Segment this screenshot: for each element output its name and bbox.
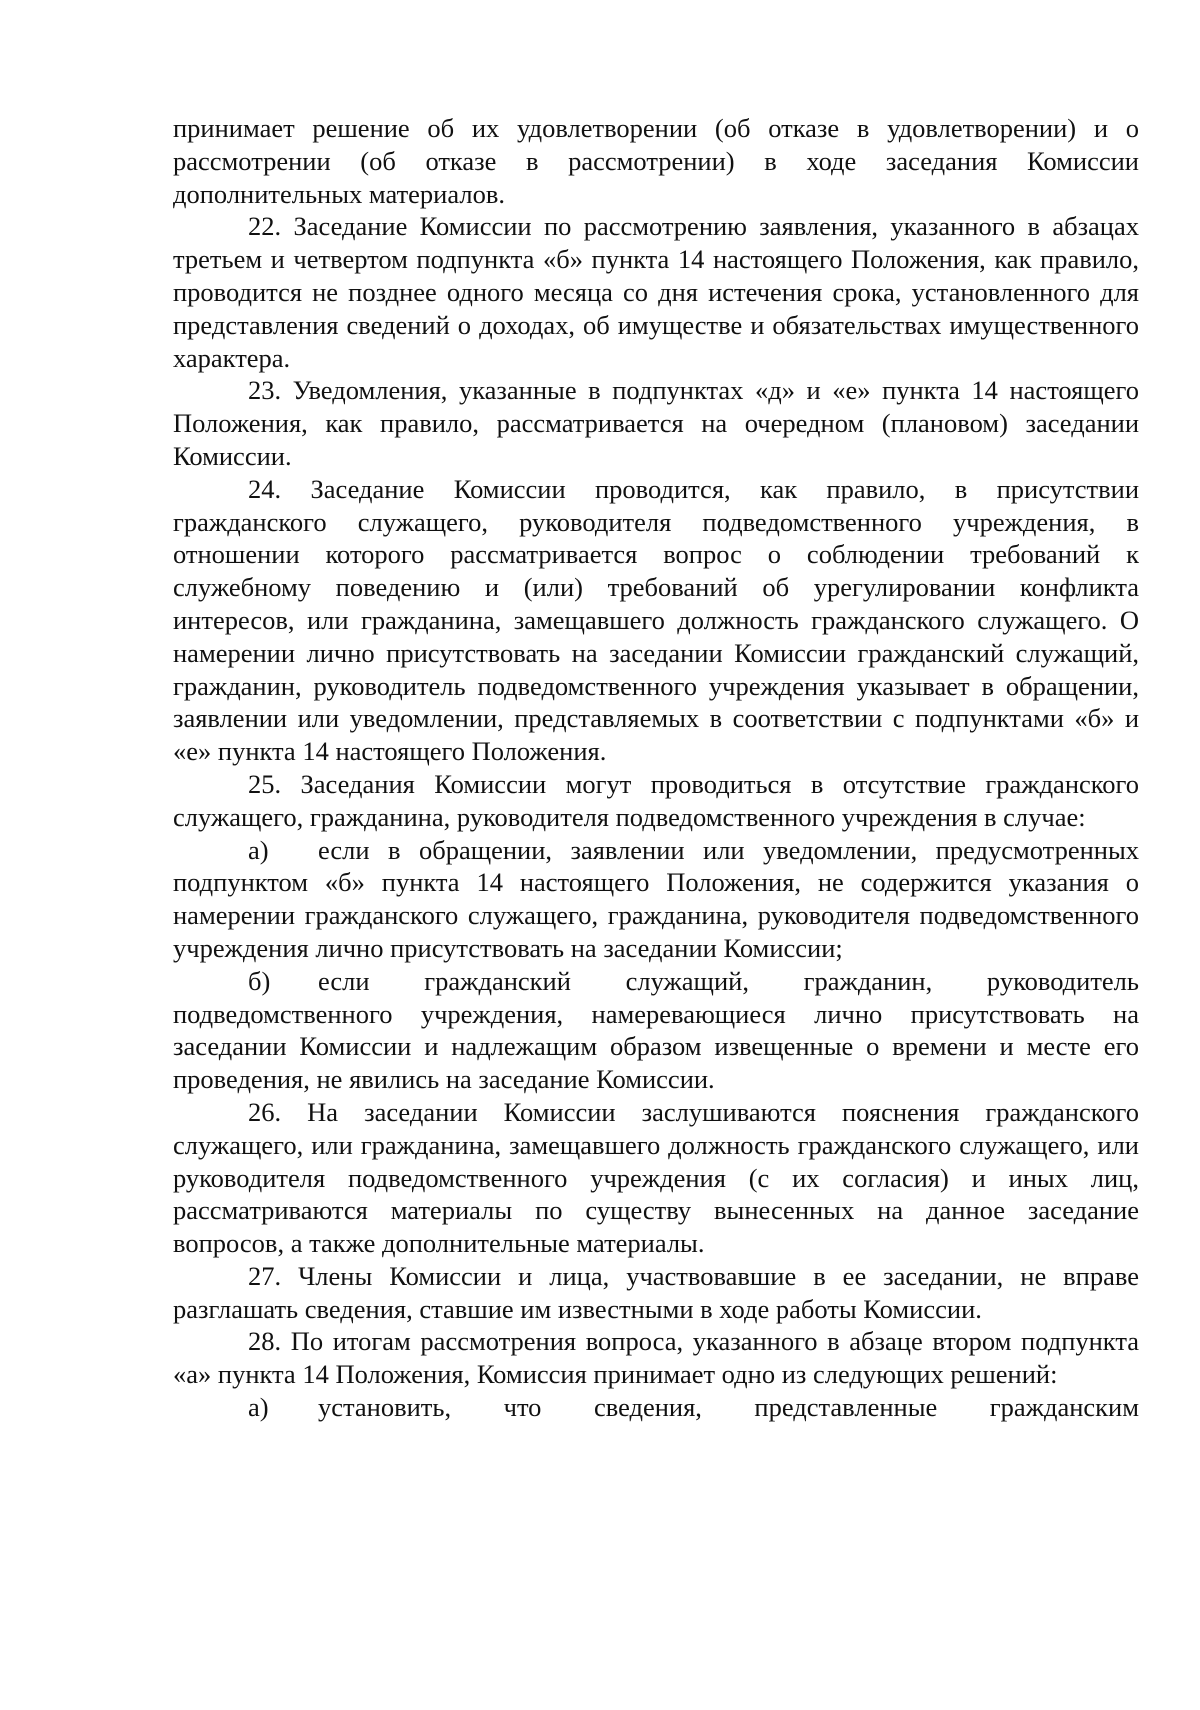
paragraph-27: 27. Члены Комиссии и лица, участвовавшие в ее заседании, не вправе разглашать сведения, ставшие им известными в ходе работы Комиссии.	[173, 1260, 1139, 1324]
paragraph-26: 26. На заседании Комиссии заслушиваются пояснения гражданского служащего, или гражданина, замещавшего должность гражданского служащего, или руководителя подведомственного учреждения (с их согласия) и иных лиц, рассматриваются материалы по существу вынесенных на данное заседание вопросов, а также дополнительные материалы.	[173, 1096, 1139, 1259]
paragraph-25-b	[173, 965, 1139, 1096]
paragraph-24: 24. Заседание Комиссии проводится, как правило, в присутствии гражданского служащего, руководителя подведомственного учреждения, в отношении которого рассматривается вопрос о соблюдении требований к служебному поведению и (или) требований об урегулировании конфликта интересов, или гражданина, замещавшего должность гражданского служащего. О намерении лично присутствовать на заседании Комиссии гражданский служащий, гражданин, руководитель подведомственного учреждения указывает в обращении, заявлении или уведомлении, представляемых в соответствии с подпунктами «б» и «е» пункта 14 настоящего Положения.	[173, 473, 1139, 767]
list-item-text: установить, что сведения, представленные гражданским	[318, 1392, 1139, 1423]
list-item-text: если гражданский служащий, гражданин, руководитель подведомственного учреждения, намеревающиеся лично присутствовать на заседании Комиссии и надлежащим образом извещенные о времени и месте его проведения, не явились на заседание Комиссии.	[173, 965, 1139, 1095]
document-page	[173, 112, 1139, 1424]
list-marker: а)	[248, 834, 269, 865]
list-marker: а)	[248, 1392, 269, 1423]
paragraph-25-a	[173, 834, 1139, 965]
paragraph-28: 28. По итогам рассмотрения вопроса, указанного в абзаце втором подпункта «а» пункта 14 Положения, Комиссия принимает одно из следующих решений:	[173, 1326, 1139, 1390]
paragraph-22: 22. Заседание Комиссии по рассмотрению заявления, указанного в абзацах третьем и четвертом подпункта «б» пункта 14 настоящего Положения, как правило, проводится не позднее одного месяца со дня истечения срока, установленного для представления сведений о доходах, об имуществе и обязательствах имущественного характера.	[173, 211, 1139, 373]
paragraph-28-a	[173, 1391, 1139, 1424]
list-item-text: если в обращении, заявлении или уведомлении, предусмотренных подпунктом «б» пункта 14 настоящего Положения, не содержится указания о намерении гражданского служащего, гражданина, руководителя подведомственного учреждения лично присутствовать на заседании Комиссии;	[173, 834, 1139, 963]
paragraph-25: 25. Заседания Комиссии могут проводиться в отсутствие гражданского служащего, гражданина, руководителя подведомственного учреждения в случае:	[173, 768, 1139, 832]
paragraph-continuation: принимает решение об их удовлетворении (об отказе в удовлетворении) и о рассмотрении (об отказе в рассмотрении) в ходе заседания Комиссии дополнительных материалов.	[173, 113, 1139, 209]
list-marker: б)	[248, 965, 271, 996]
paragraph-23: 23. Уведомления, указанные в подпунктах «д» и «е» пункта 14 настоящего Положения, как правило, рассматривается на очередном (плановом) заседании Комиссии.	[173, 375, 1139, 471]
